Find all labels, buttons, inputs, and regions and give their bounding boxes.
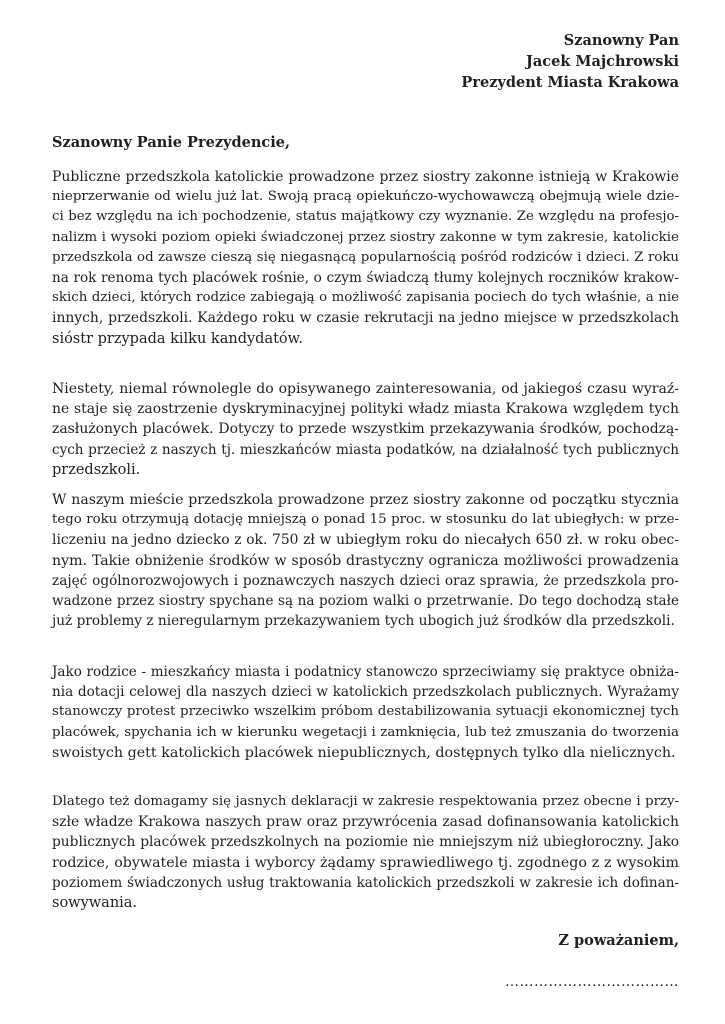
paragraph-line: już problemy z nieregularnym przekazywaniem tych ubogich już środków dla przedszkoli. [52,613,675,630]
paragraph-line: zasłużonych placówek. Dotyczy to przede wszystkim przekazywania środków, pochodzą- [52,421,679,438]
paragraph-line: skich dzieci, których rodzice zabiegają o możliwość zapisania pociech do tych właśnie, a nie [52,290,679,306]
paragraph-line: ci bez względu na ich pochodzenie, status majątkowy czy wyznanie. Ze względu na profesjo- [52,209,679,225]
paragraph-line: nieprzerwanie od wielu już lat. Swoją pracą opiekuńczo-wychowawczą obejmują wiele dzie- [52,189,679,205]
paragraph-line: swoistych gett katolickich placówek niepublicznych, dostępnych tylko dla nielicznych. [52,744,676,761]
paragraph-line: przedszkoli. [52,461,141,478]
paragraph-line: wadzone przez siostry spychane są na poziom walki o przetrwanie. Do tego dochodzą stałe [52,593,679,610]
paragraph-line: innych, przedszkoli. Każdego roku w czasie rekrutacji na jedno miejsce w przedszkolach [52,310,679,327]
paragraph-line: ne staje się zaostrzenie dyskryminacyjnej polityki władz miasta Krakowa względem tych [52,401,679,418]
paragraph-line: poziomem świadczonych usług traktowania katolickich przedszkoli w zakresie ich dofinan- [52,874,679,891]
paragraph-line: W naszym mieście przedszkola prowadzone przez siostry zakonne od początku stycznia [52,492,679,508]
closing: Z poważaniem, [558,932,679,949]
paragraph-line: Jako rodzice - mieszkańcy miasta i podatnicy stanowczo sprzeciwiamy się praktyce obniża- [52,664,679,680]
paragraph-4 [52,662,679,763]
addressee-name: Jacek Majchrowski [526,53,679,70]
paragraph-line: Niestety, niemal równolegle do opisywanego zainteresowania, od jakiegoś czasu wyraź- [52,381,679,397]
paragraph-line: szłe władze Krakowa naszych praw oraz przywrócenia zasad dofinansowania katolickich [52,814,679,831]
paragraph-line: publicznych placówek przedszkolnych na poziomie nie mniejszym niż ubiegłoroczny. Jako [52,834,679,851]
paragraph-line: Publiczne przedszkola katolickie prowadzone przez siostry zakonne istnieją w Krakowie [52,169,679,185]
signature-line: ……………………………… [505,974,679,990]
paragraph-line: nia dotacji celowej dla naszych dzieci w katolickich przedszkolach publicznych. Wyrażamy [52,684,679,701]
paragraph-line: liczeniu na jedno dziecko z ok. 750 zł w ubiegłym roku do niecałych 650 zł. w roku obec- [52,532,679,549]
addressee-title: Prezydent Miasta Krakowa [461,74,679,91]
addressee-block [461,30,679,93]
letter-page [52,0,679,1024]
paragraph-line: sowywania. [52,895,138,912]
addressee-greeting: Szanowny Pan [563,32,679,49]
paragraph-line: przedszkola od zawsze cieszą się niegasnącą popularnością pośród rodziców i dzieci. Z roku [52,249,679,265]
paragraph-line: rodzice, obywatele miasta i wyborcy żądamy sprawiedliwego tj. zgodnego z z wysokim [52,854,679,871]
paragraph-line: stanowczy protest przeciwko wszelkim próbom destabilizowania sytuacji ekonomicznej tych [52,704,679,720]
paragraph-line: placówek, spychania ich w kierunku wegetacji i zamknięcia, lub też zmuszania do tworzenia [52,724,679,740]
paragraph-line: sióstr przypada kilku kandydatów. [52,330,303,347]
paragraph-line: zajęć ogólnorozwojowych i poznawczych naszych dzieci oraz sprawia, że przedszkola pro- [52,572,679,589]
paragraph-line: Dlatego też domagamy się jasnych deklaracji w zakresie respektowania przez obecne i przy- [52,794,679,809]
paragraph-line: nalizm i wysoki poziom opieki świadczonej przez siostry zakonne w tym zakresie, katolickie [52,229,679,245]
paragraph-line: nym. Takie obniżenie środków w sposób drastyczny ogranicza możliwości prowadzenia [52,552,679,569]
paragraph-line: tego roku otrzymują dotację mniejszą o ponad 15 proc. w stosunku do lat ubiegłych: w prze- [52,512,679,528]
salutation: Szanowny Panie Prezydencie, [52,134,290,151]
paragraph-line: cych przecież z naszych tj. mieszkańców miasta podatków, na działalność tych publicznych [52,441,679,458]
paragraph-3 [52,490,679,631]
paragraph-1 [52,167,679,349]
paragraph-line: na rok renoma tych placówek rośnie, o czym świadczą tłumy kolejnych roczników krakow- [52,270,679,287]
paragraph-2 [52,379,679,480]
paragraph-5 [52,792,679,913]
